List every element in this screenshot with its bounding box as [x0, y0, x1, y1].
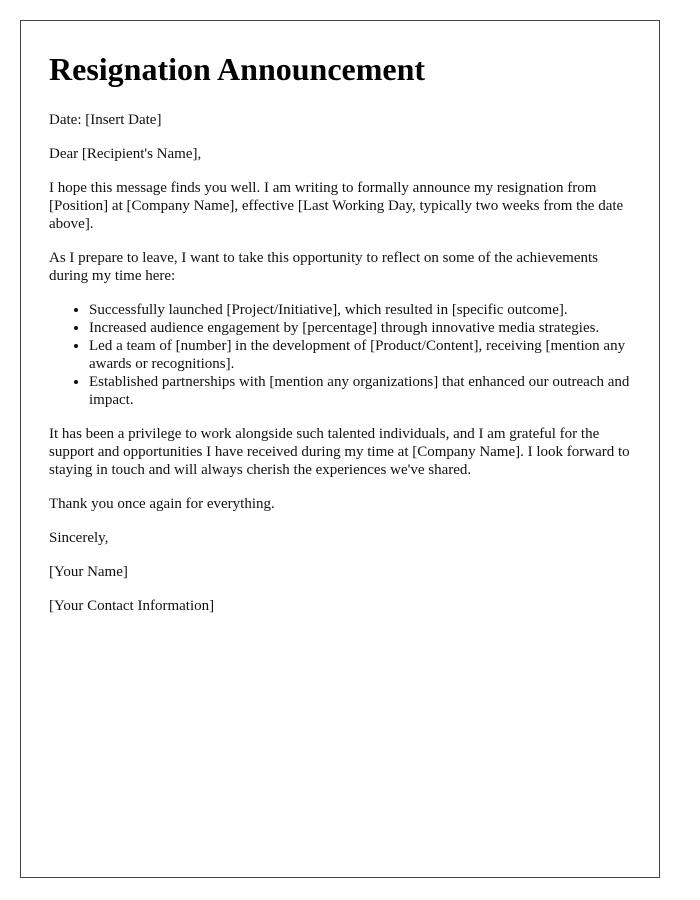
signature-name: [Your Name]	[49, 564, 128, 580]
achievement-item: • Increased audience engagement by [percentage] through innovative media strategies.	[89, 319, 639, 337]
achievement-item: • Successfully launched [Project/Initiative], which resulted in [specific outcome].	[89, 301, 639, 319]
thanks-paragraph: Thank you once again for everything.	[49, 496, 275, 512]
document-title: Resignation Announcement	[49, 51, 426, 87]
intro-paragraph: I hope this message finds you well. I am writing to formally announce my resignation from [Position] at [Company Name], effective [Last Working Day, typically two weeks from the date above].	[49, 180, 624, 232]
signature-contact: [Your Contact Information]	[49, 598, 215, 614]
achievement-item: • Established partnerships with [mention any organizations] that enhanced our outreach and impact.	[89, 373, 639, 409]
letter-page	[20, 20, 660, 878]
date-line: Date: [Insert Date]	[49, 112, 162, 128]
letter-body	[49, 51, 639, 631]
achievement-item: • Led a team of [number] in the development of [Product/Content], receiving [mention any awards or recognitions].	[89, 337, 639, 373]
gratitude-paragraph: It has been a privilege to work alongside such talented individuals, and I am grateful for the support and opportunities I have received during my time at [Company Name]. I look forward to staying in touch and will always cherish the experiences we've shared.	[49, 426, 630, 478]
achievements-list	[49, 301, 639, 409]
salutation: Dear [Recipient's Name],	[49, 146, 202, 162]
closing: Sincerely,	[49, 530, 109, 546]
reflection-paragraph: As I prepare to leave, I want to take this opportunity to reflect on some of the achievements during my time here:	[49, 250, 598, 284]
